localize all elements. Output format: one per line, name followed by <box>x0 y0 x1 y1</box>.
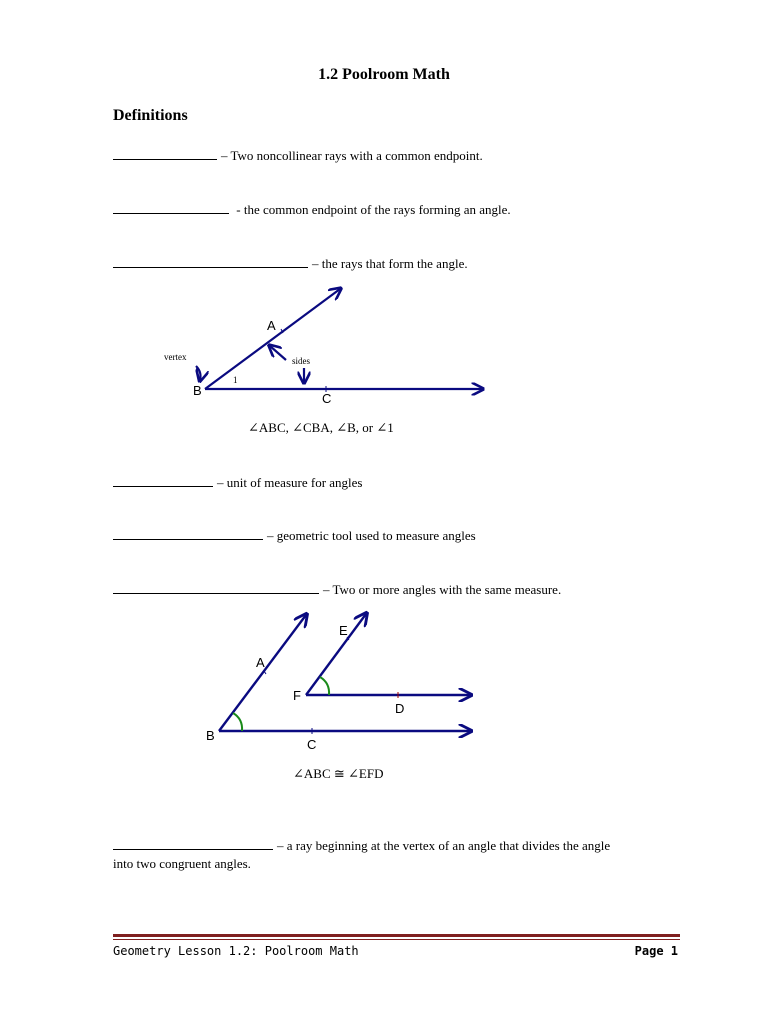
point-label-b: B <box>206 728 215 743</box>
footer-rule-thin <box>113 939 680 940</box>
point-label-c: C <box>322 391 332 406</box>
figure1-caption: ∠ABC, ∠CBA, ∠B, or ∠1 <box>248 420 394 435</box>
definitions-heading: Definitions <box>113 107 188 124</box>
blank-line <box>113 837 273 850</box>
definition-text: - the common endpoint of the rays forming an angle. <box>233 202 511 217</box>
point-label-c: C <box>307 737 317 752</box>
definition-text: – a ray beginning at the vertex of an angle that divides the angle <box>277 838 611 853</box>
point-label-b: B <box>193 383 202 398</box>
footer-page-number: Page 1 <box>634 944 678 958</box>
point-label-f: F <box>293 688 301 703</box>
sides-label: sides <box>292 356 310 366</box>
point-label-a: A <box>256 655 265 670</box>
definition-text: – the rays that form the angle. <box>312 256 468 271</box>
point-label-e: E <box>339 623 348 638</box>
vertex-label: vertex <box>164 352 187 362</box>
point-label-a: A <box>267 318 276 333</box>
footer-rule-thick <box>113 934 680 937</box>
definition-text: – unit of measure for angles <box>217 475 363 490</box>
definition-text: – geometric tool used to measure angles <box>267 528 476 543</box>
definition-text: – Two noncollinear rays with a common endpoint. <box>221 148 483 163</box>
ray-fe <box>306 614 366 695</box>
definition-angle-bisector-continued: into two congruent angles. <box>113 856 251 871</box>
figure2-caption: ∠ABC ≅ ∠EFD <box>293 766 384 781</box>
angle-arc-f <box>320 677 329 695</box>
page-title: 1.2 Poolroom Math <box>318 66 450 83</box>
footer-lesson-title: Geometry Lesson 1.2: Poolroom Math <box>113 944 359 958</box>
definition-text: – Two or more angles with the same measure. <box>323 582 562 597</box>
point-label-d: D <box>395 701 405 716</box>
angle-number-label: 1 <box>233 375 238 385</box>
ray-ba <box>219 615 306 731</box>
definition-angle-bisector <box>113 837 610 854</box>
angle-arc-b <box>233 713 242 731</box>
